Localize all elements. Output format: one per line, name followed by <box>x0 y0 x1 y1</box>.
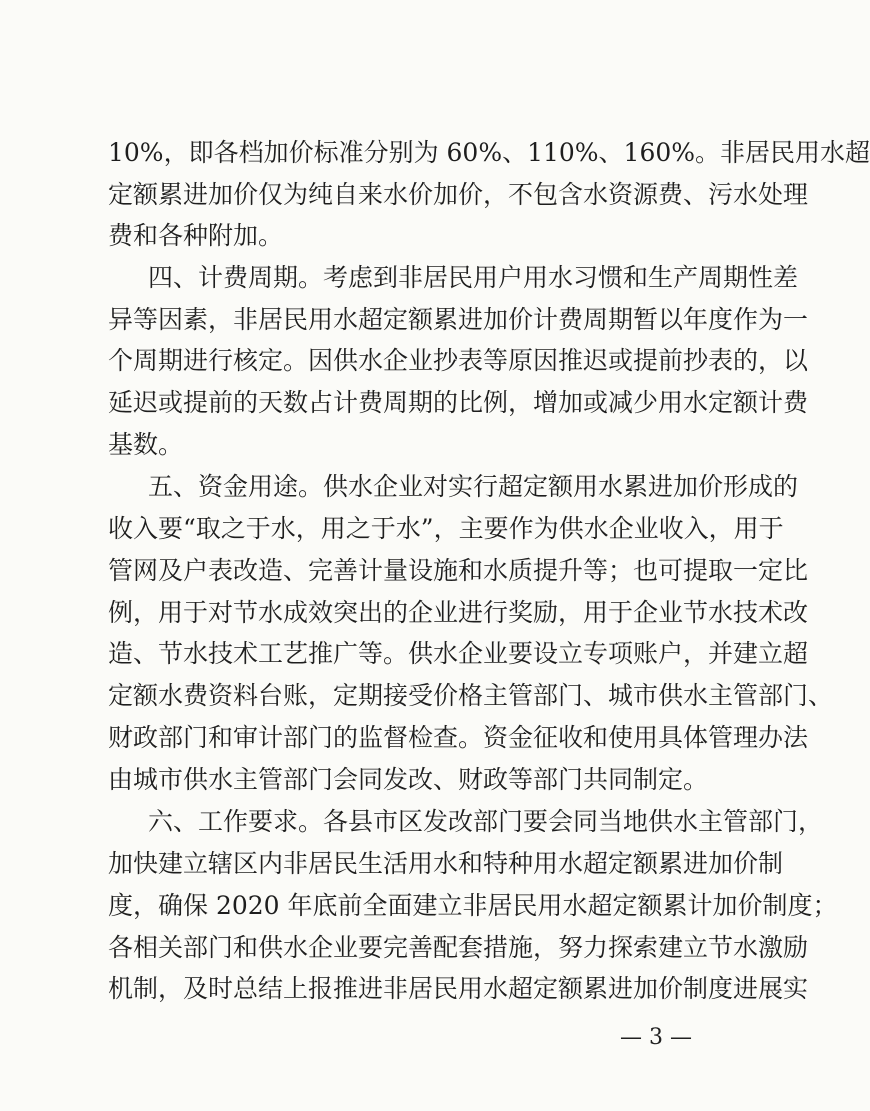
section-five-heading-line: 五、资金用途。供水企业对实行超定额用水累进加价形成的 <box>148 472 799 501</box>
text-line-18: 加快建立辖区内非居民生活用水和特种用水超定额累进加价制 <box>108 849 784 878</box>
text-line-5: 异等因素，非居民用水超定额累进加价计费周期暂以年度作为一 <box>108 305 809 334</box>
text-line-21: 机制，及时总结上报推进非居民用水超定额累进加价制度进展实 <box>108 974 809 1003</box>
text-line-3: 费和各种附加。 <box>108 221 284 250</box>
page-number: — 3 — <box>620 1025 692 1050</box>
section-six-heading-line: 六、工作要求。各县市区发改部门要会同当地供水主管部门， <box>148 807 824 836</box>
text-line-6: 个周期进行核定。因供水企业抄表等原因推迟或提前抄表的，以 <box>108 346 809 375</box>
text-line-10: 收入要“取之于水，用之于水”，主要作为供水企业收入，用于 <box>108 514 784 543</box>
text-line-12: 例，用于对节水成效突出的企业进行奖励，用于企业节水技术改 <box>108 598 809 627</box>
text-line-7: 延迟或提前的天数占计费周期的比例，增加或减少用水定额计费 <box>108 388 809 417</box>
text-line-14: 定额水费资料台账，定期接受价格主管部门、城市供水主管部门、 <box>108 681 834 710</box>
text-line-19: 度，确保 2020 年底前全面建立非居民用水超定额累计加价制度； <box>108 891 838 920</box>
text-line-8: 基数。 <box>108 430 184 459</box>
text-line-2: 定额累进加价仅为纯自来水价加价，不包含水资源费、污水处理 <box>108 180 809 209</box>
text-line-20: 各相关部门和供水企业要完善配套措施，努力探索建立节水激励 <box>108 933 809 962</box>
text-line-15: 财政部门和审计部门的监督检查。资金征收和使用具体管理办法 <box>108 723 809 752</box>
text-line-16: 由城市供水主管部门会同发改、财政等部门共同制定。 <box>108 765 709 794</box>
text-line-13: 造、节水技术工艺推广等。供水企业要设立专项账户，并建立超 <box>108 639 809 668</box>
text-line-1: 10%，即各档加价标准分别为 60%、110%、160%。非居民用水超 <box>108 138 870 167</box>
text-line-11: 管网及户表改造、完善计量设施和水质提升等；也可提取一定比 <box>108 556 809 585</box>
section-four-heading-line: 四、计费周期。考虑到非居民用户用水习惯和生产周期性差 <box>148 263 799 292</box>
